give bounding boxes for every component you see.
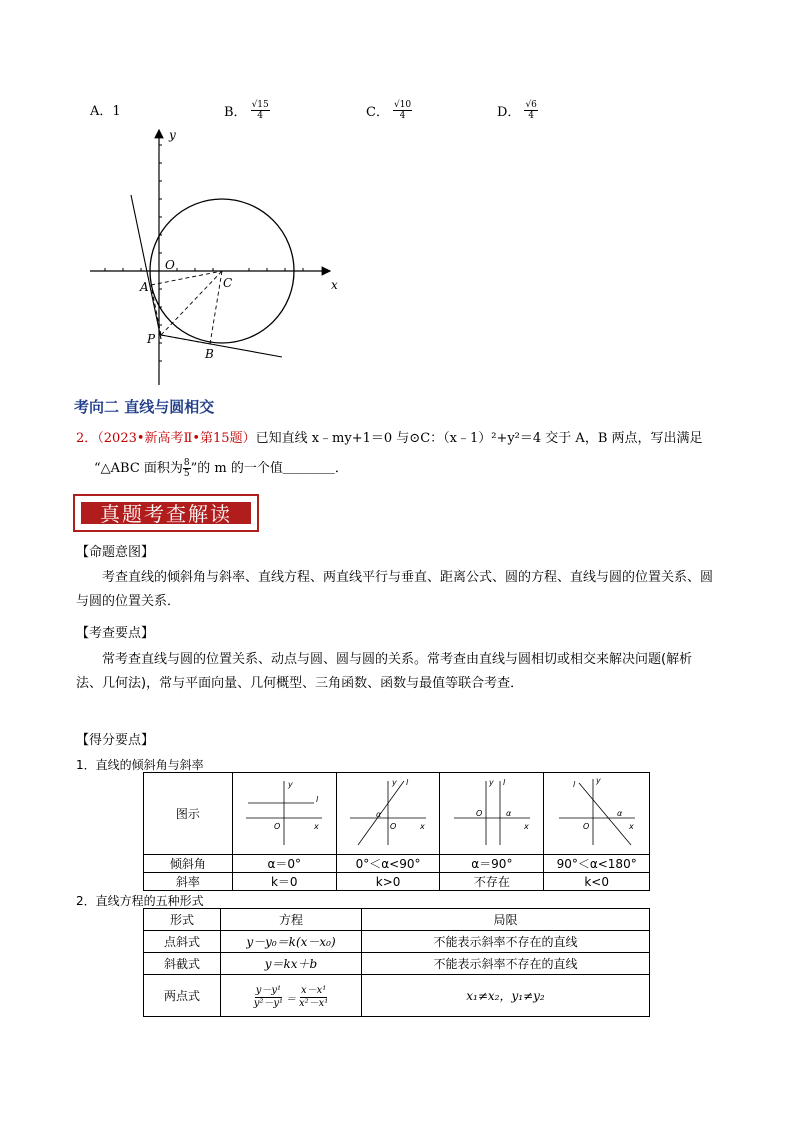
angle-3: 90°＜α<180° xyxy=(544,855,650,873)
angle-0: α＝0° xyxy=(232,855,336,873)
line-equation-table xyxy=(143,908,650,1017)
svg-text:x: x xyxy=(523,822,529,831)
points-tag: 【考查要点】 xyxy=(76,626,155,641)
fig-acute xyxy=(336,773,440,855)
slope-2: 不存在 xyxy=(440,873,544,891)
question-text-2a: “△ABC 面积为 xyxy=(94,460,183,476)
table-row xyxy=(144,975,650,1017)
question-text-2b: ”的 m 的一个值 xyxy=(190,460,283,476)
svg-text:O: O xyxy=(582,822,589,831)
label-a: A xyxy=(140,280,149,294)
table1-caption: 1．直线的倾斜角与斜率 xyxy=(76,758,204,772)
header-limit: 局限 xyxy=(362,909,650,931)
svg-text:y: y xyxy=(288,780,293,789)
question-line-1 xyxy=(76,429,736,449)
circle-tangent-figure xyxy=(85,125,350,390)
limit-cell: 不能表示斜率不存在的直线 xyxy=(362,953,650,975)
equation-cell: y－y₀＝k(x－x₀) xyxy=(221,931,362,953)
svg-text:l: l xyxy=(316,795,319,804)
limit-cell: x₁≠x₂，y₁≠y₂ xyxy=(362,975,650,1017)
svg-text:α: α xyxy=(616,809,622,818)
row-label-slope: 斜率 xyxy=(144,873,233,891)
question-line-2 xyxy=(94,458,348,479)
option-b: B． $\frac{√15}{4}$ xyxy=(224,100,269,121)
svg-text:l: l xyxy=(572,780,575,789)
slope-table xyxy=(143,772,650,891)
question-number: 2． xyxy=(76,431,98,446)
equation-cell: $\frac{\text{y－y¹}}{\text{y²－y¹}}$ ＝ $\frac{\text{x－x¹}}{\text{x²－x¹}}$ xyxy=(221,975,362,1017)
points-text: 常考查直线与圆的位置关系、动点与圆、圆与圆的关系。常考查由直线与圆相切或相交来解决问题(解析法、几何法)，常与平面向量、几何概型、三角函数、函数与最值等联合考查． xyxy=(76,652,693,691)
row-label-figure: 图示 xyxy=(144,773,233,855)
fig-vertical xyxy=(440,773,544,855)
svg-text:x: x xyxy=(420,822,425,831)
table-row xyxy=(144,953,650,975)
question-text-1: 已知直线 x﹣my+1＝0 与⊙C：（x﹣1）²+y²＝4 交于 A，B 两点，写出满足 xyxy=(255,431,703,446)
svg-text:O: O xyxy=(274,822,281,831)
svg-text:l: l xyxy=(406,778,409,787)
svg-text:O: O xyxy=(390,822,397,831)
banner xyxy=(73,494,259,532)
svg-text:x: x xyxy=(628,822,634,831)
header-form: 形式 xyxy=(144,909,221,931)
label-x-axis: x xyxy=(331,278,338,292)
table-row xyxy=(144,931,650,953)
label-b: B xyxy=(205,347,214,361)
slope-1: k>0 xyxy=(336,873,440,891)
area-fraction: $\frac{8}{5}$ xyxy=(183,458,190,479)
question-source: （2023•新高考Ⅱ•第15题） xyxy=(97,431,256,446)
angle-1: 0°＜α<90° xyxy=(336,855,440,873)
option-a: A．1 xyxy=(90,104,121,119)
option-c: C． $\frac{√10}{4}$ xyxy=(366,100,412,121)
svg-text:y: y xyxy=(595,776,601,785)
label-p: P xyxy=(147,332,156,346)
section-title: 考向二 直线与圆相交 xyxy=(74,398,215,416)
intent-text: 考查直线的倾斜角与斜率、直线方程、两直线平行与垂直、距离公式、圆的方程、直线与圆的位置关系、圆与圆的位置关系． xyxy=(76,570,714,609)
label-y-axis: y xyxy=(169,128,176,142)
fig-obtuse xyxy=(544,773,650,855)
limit-cell: 不能表示斜率不存在的直线 xyxy=(362,931,650,953)
score-tag: 【得分要点】 xyxy=(76,733,155,748)
table2-caption: 2．直线方程的五种形式 xyxy=(76,894,204,908)
svg-text:l: l xyxy=(502,778,506,787)
answer-blank: ＿＿＿＿． xyxy=(282,460,348,476)
fig-horizontal xyxy=(232,773,336,855)
svg-text:α: α xyxy=(376,810,382,819)
svg-text:y: y xyxy=(392,778,397,787)
svg-text:α: α xyxy=(505,809,512,818)
svg-text:O: O xyxy=(475,809,483,818)
option-d: D． $\frac{√6}{4}$ xyxy=(497,100,537,121)
slope-3: k<0 xyxy=(544,873,650,891)
equation-cell: y＝kx＋b xyxy=(221,953,362,975)
slope-0: k＝0 xyxy=(232,873,336,891)
svg-text:x: x xyxy=(314,822,319,831)
form-cell: 斜截式 xyxy=(144,953,221,975)
header-equation: 方程 xyxy=(221,909,362,931)
angle-2: α＝90° xyxy=(440,855,544,873)
form-cell: 点斜式 xyxy=(144,931,221,953)
form-cell: 两点式 xyxy=(144,975,221,1017)
label-c: C xyxy=(223,276,233,290)
intent-tag: 【命题意图】 xyxy=(76,545,155,560)
label-o: O xyxy=(165,258,175,272)
row-label-angle: 倾斜角 xyxy=(144,855,233,873)
banner-text: 真题考查解读 xyxy=(80,501,252,525)
svg-text:y: y xyxy=(488,778,494,787)
